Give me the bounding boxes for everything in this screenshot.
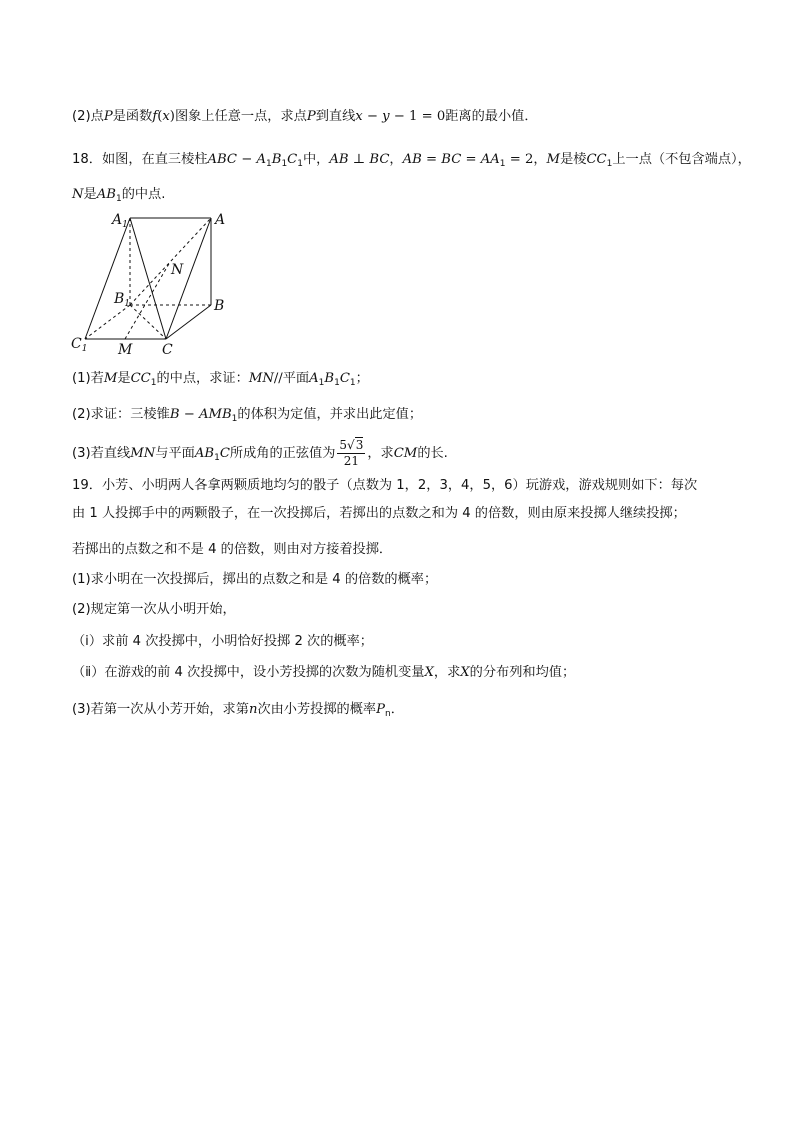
svg-text:C1: $C_1$ <box>71 336 88 354</box>
edge-a1-c1 <box>85 218 130 339</box>
problem-19-part-2-ii: （ⅱ）在游戏的前 4 次投掷中，设小芳投掷的次数为随机变量X，求X的分布列和均值； <box>72 665 576 680</box>
problem-19-line-1: 19．小芳、小明两人各拿两颗质地均匀的骰子（点数为 1，2，3，4，5，6）玩游戏，游戏规则如下：每次 <box>72 478 698 493</box>
problem-19-part-1: (1)求小明在一次投掷后，掷出的点数之和是 4 的倍数的概率； <box>72 572 438 587</box>
fraction-sine-value: $\frac{5√3}{21}$ <box>339 437 364 468</box>
segment-m-n <box>125 262 170 339</box>
prism-figure <box>68 208 238 360</box>
problem-18-line-2: N是$AB_1$的中点. <box>72 187 166 204</box>
problem-19-line-3: 若掷出的点数之和不是 4 的倍数，则由对方接着投掷． <box>72 542 393 557</box>
label-b: B <box>214 298 225 314</box>
problem-19-part-2: (2)规定第一次从小明开始， <box>72 602 236 617</box>
problem-18-line-1: 18．如图，在直三棱柱ABC − $A_1B_1C_1$中，AB ⊥ BC，AB = BC = $AA_1 = 2$，M是棱$CC_1$上一点（不包含端点）， <box>72 152 751 169</box>
svg-text:B1: $B_1$ <box>114 291 131 309</box>
problem-19-line-2: 由 1 人投掷手中的两颗骰子，在一次投掷后，若掷出的点数之和为 4 的倍数，则由原来投掷人继续投掷； <box>72 506 686 521</box>
label-c: C <box>162 342 173 358</box>
label-n: N <box>171 262 184 278</box>
problem-19-part-3: (3)若第一次从小芳开始，求第n次由小芳投掷的概率$P_n$． <box>72 702 404 719</box>
problem-18-part-2: (2)求证：三棱锥$B - AMB_1$的体积为定值，并求出此定值； <box>72 407 423 424</box>
problem-19-part-2-i: （ⅰ）求前 4 次投掷中，小明恰好投掷 2 次的概率； <box>72 634 373 649</box>
problem-18-part-3: (3)若直线MN与平面$AB_1C$所成角的正弦值为 $\frac{5√3}{21}$ ，求CM的长. <box>72 437 448 468</box>
problem-17-part-2: (2)点P是函数f(x)图象上任意一点，求点P到直线x − y − 1 = 0距离的最小值． <box>72 109 538 124</box>
problem-18-part-1: (1)若M是$CC_1$的中点，求证：MN//平面$A_1B_1C_1$； <box>72 371 369 388</box>
edge-a-c <box>166 218 211 339</box>
svg-text:A1: $A_1$ <box>112 212 128 230</box>
label-m: M <box>118 342 133 358</box>
label-a: A <box>215 212 226 228</box>
